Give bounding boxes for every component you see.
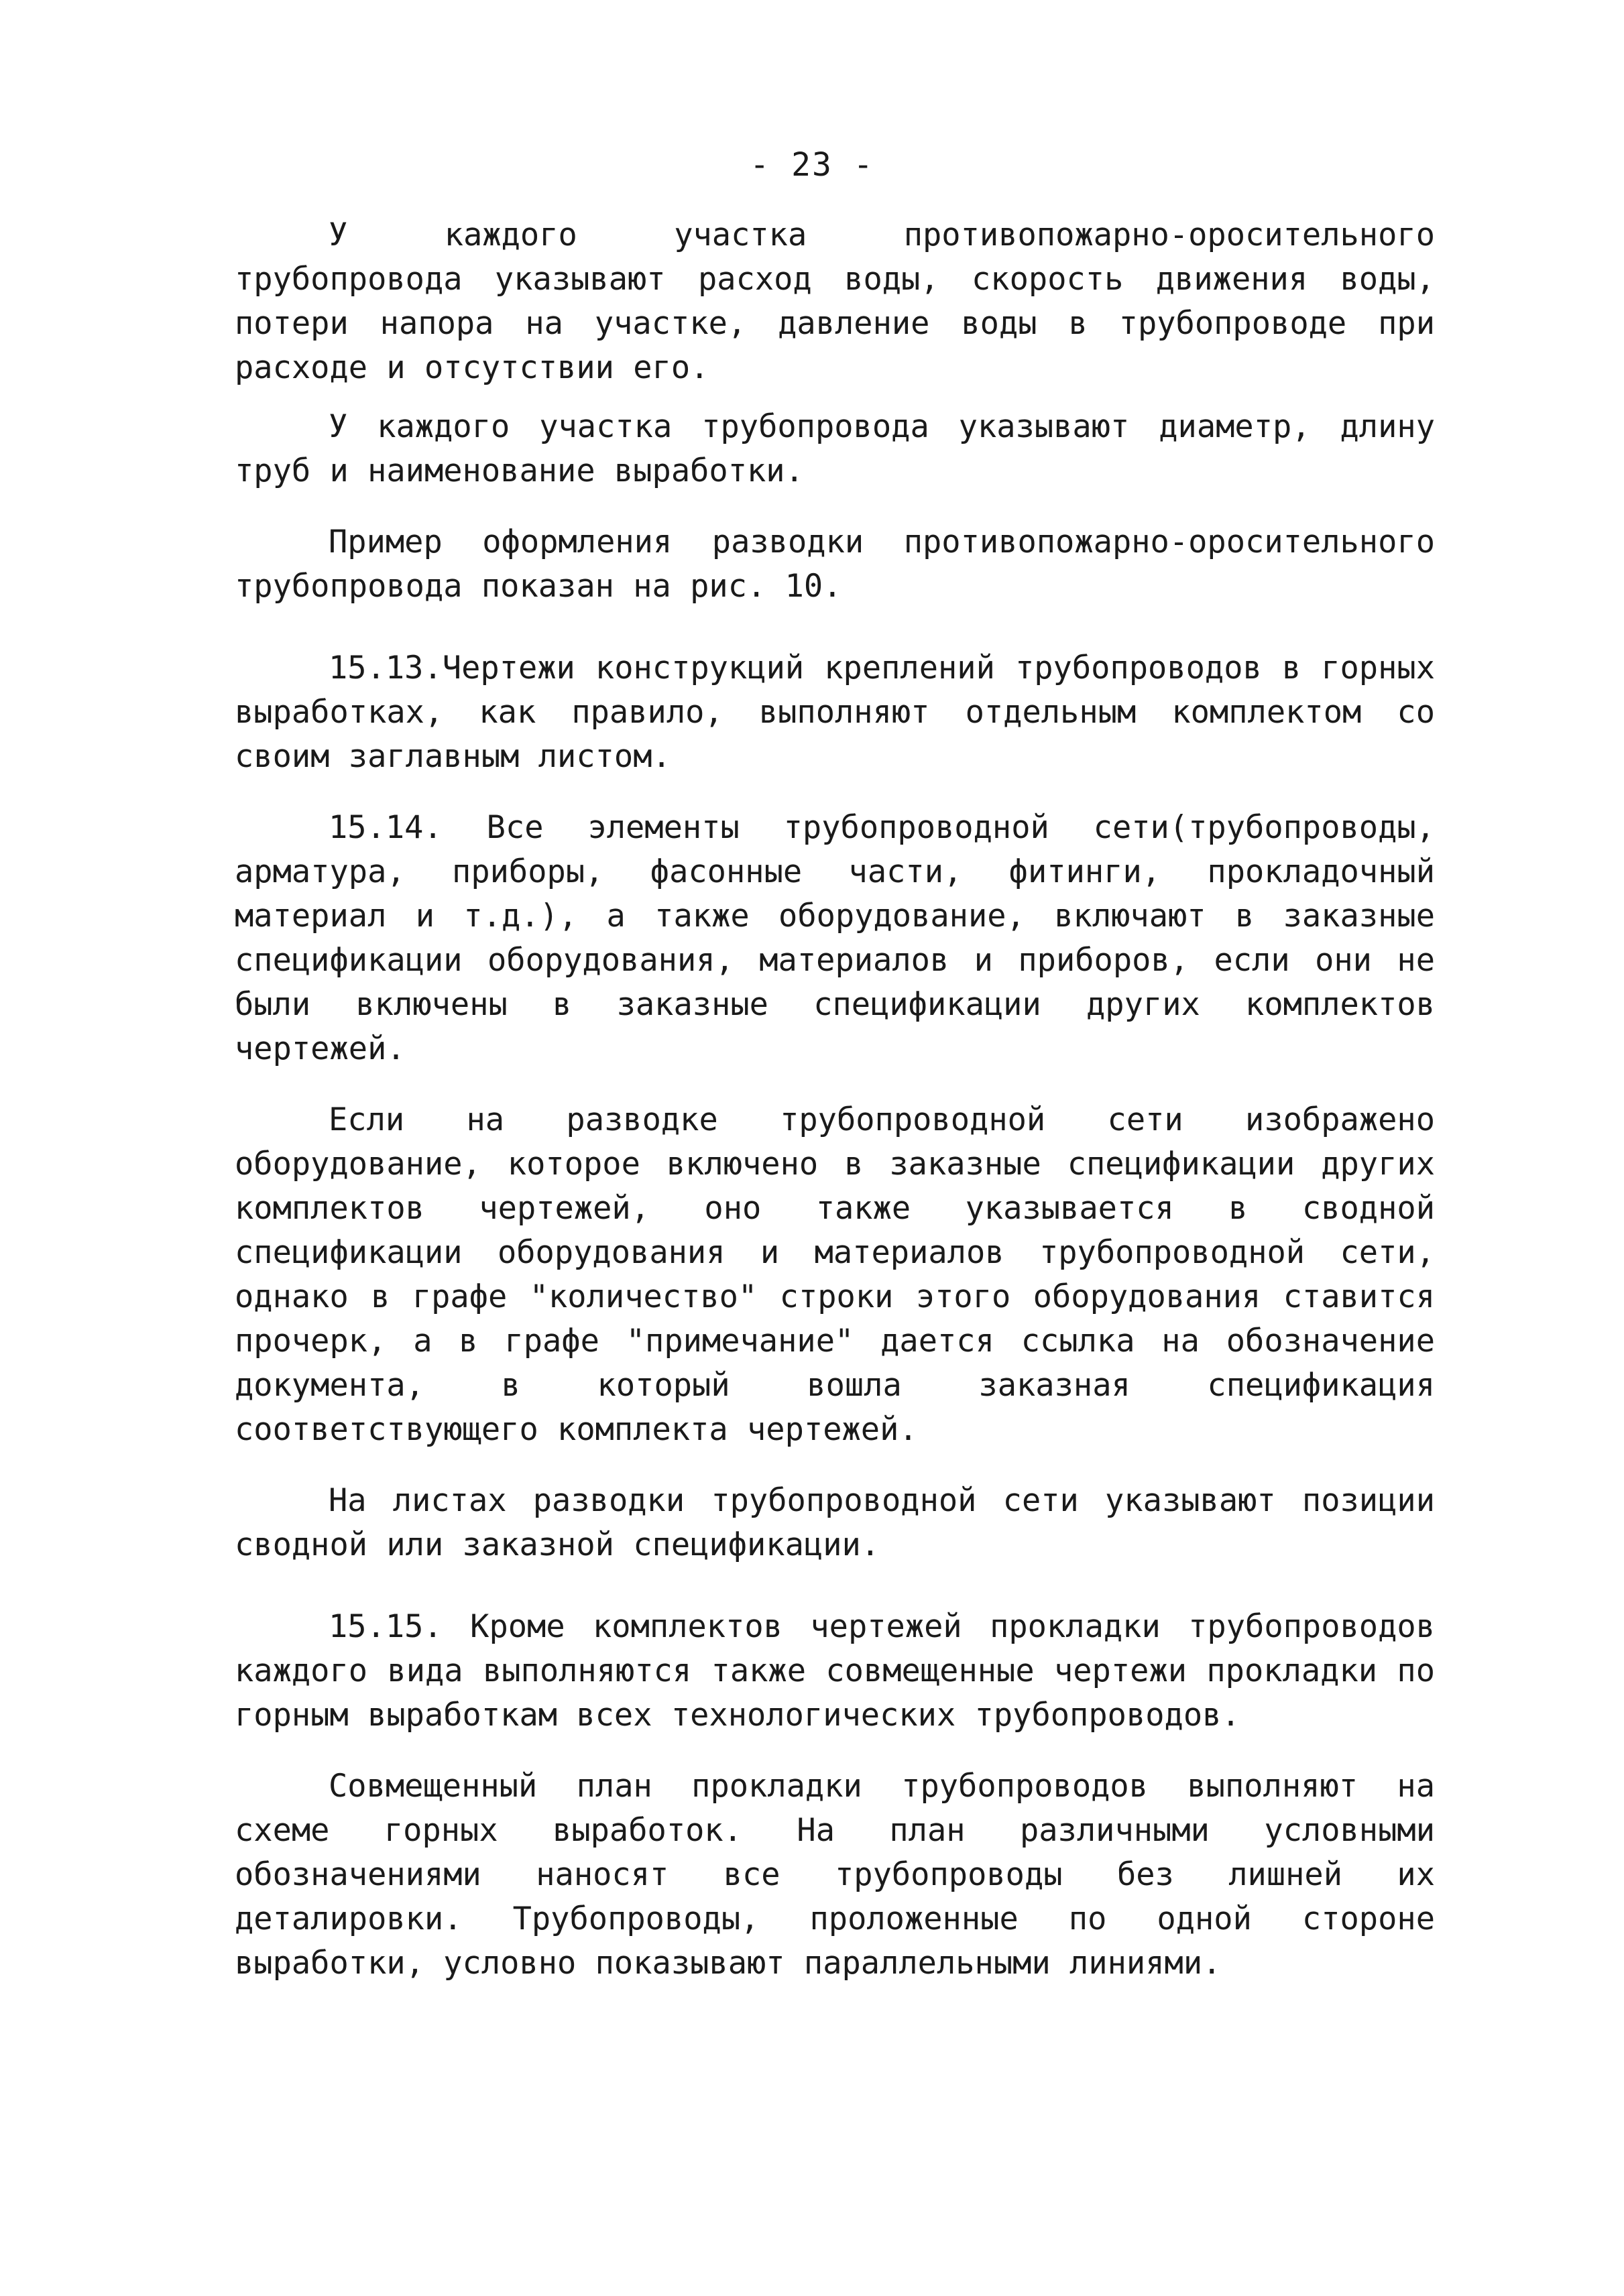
paragraph-7: На листах разводки трубопроводной сети указывают позиции сводной или заказной спецификации. <box>235 1482 1435 1563</box>
paragraph-1: У каждого участка противопожарно-оросительного трубопровода указывают расход воды, скорость движения воды, потери напора на участке, давление воды в трубопроводе при расходе и отсутствии его. <box>235 217 1435 386</box>
paragraph-5: 15.14. Все элементы трубопроводной сети(трубопроводы, арматура, приборы, фасонные части, фитинги, прокладочный материал и т.д.), а также оборудование, включают в заказные спецификации оборудования, материалов и приборов, если они не были включены в заказные спецификации других комплектов чертежей. <box>235 809 1435 1067</box>
paragraph-2: У каждого участка трубопровода указывают диаметр, длину труб и наименование выработки. <box>235 408 1435 489</box>
paragraph-4: 15.13.Чертежи конструкций креплений трубопроводов в горных выработках, как правило, выполняют отдельным комплектом со своим заглавным листом. <box>235 650 1435 775</box>
paragraph-9: Совмещенный план прокладки трубопроводов выполняют на схеме горных выработок. На план различными условными обозначениями наносят все трубопроводы без лишней их деталировки. Трубопроводы, проложенные по одной стороне выработки, условно показывают параллельными линиями. <box>235 1768 1435 1982</box>
body-text <box>235 213 1435 1986</box>
paragraph-6: Если на разводке трубопроводной сети изображено оборудование, которое включено в заказные спецификации других комплектов чертежей, оно также указывается в сводной спецификации оборудования и материалов трубопроводной сети, однако в графе "количество" строки этого оборудования ставится прочерк, а в графе "примечание" дается ссылка на обозначение документа, в который вошла заказная спецификация соответствующего комплекта чертежей. <box>235 1101 1435 1448</box>
page-number: - 23 - <box>750 146 874 184</box>
paragraph-3: Пример оформления разводки противопожарно-оросительного трубопровода показан на рис. 10. <box>235 524 1435 605</box>
paragraph-8: 15.15. Кроме комплектов чертежей прокладки трубопроводов каждого вида выполняются также совмещенные чертежи прокладки по горным выработкам всех технологических трубопроводов. <box>235 1608 1435 1734</box>
